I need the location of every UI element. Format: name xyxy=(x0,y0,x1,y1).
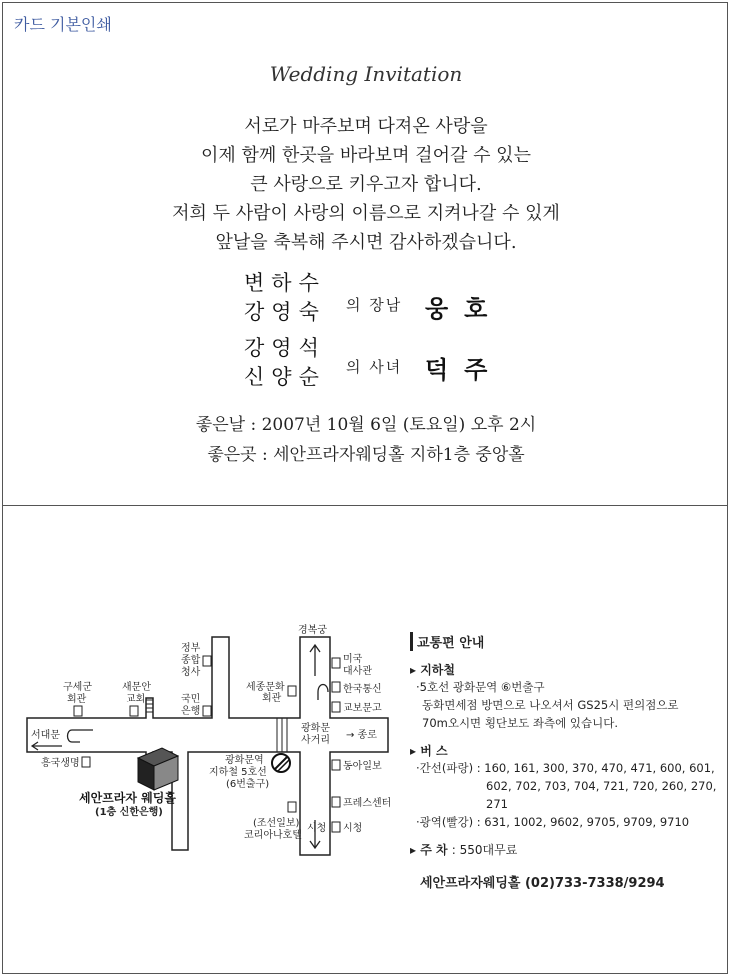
transport-guide xyxy=(410,632,720,891)
subway-line: 동화면세점 방면으로 나오셔서 GS25시 편의점으로 xyxy=(422,698,679,712)
bus-line: ·광역(빨강) : 631, 1002, 9602, 9705, 9709, 9710 xyxy=(416,815,690,829)
map-label: 광화문 xyxy=(301,723,330,734)
map-label: 사거리 xyxy=(301,735,330,746)
map-label: 종합 xyxy=(181,655,201,666)
map-label: 광화문역 xyxy=(225,755,264,766)
building-icon xyxy=(288,686,296,696)
contact-line: 세안프라자웨딩홀 (02)733-7338/9294 xyxy=(420,876,665,891)
message-line: 이제 함께 한곳을 바라보며 걸어갈 수 있는 xyxy=(201,145,531,166)
subway-line: ·5호선 광화문역 ⑥번출구 xyxy=(416,680,545,694)
bride-father: 강영석 xyxy=(244,336,326,360)
subway-line: 70m오시면 횡단보도 좌측에 있습니다. xyxy=(422,716,618,730)
map-label: 프레스센터 xyxy=(343,798,392,809)
building-icon xyxy=(203,656,211,666)
building-icon xyxy=(332,797,340,807)
parking-row xyxy=(410,841,720,858)
wedding-hall-sub: (1층 신한은행) xyxy=(95,807,163,818)
map-label: → 종로 xyxy=(346,730,377,741)
groom-mother: 강영숙 xyxy=(244,300,326,324)
map-label: 회관 xyxy=(262,693,282,704)
bride-relation: 의 사녀 xyxy=(346,358,403,376)
wedding-hall-label: 세안프라자 웨딩홀 xyxy=(79,791,176,805)
map-label: 시청 xyxy=(307,823,327,834)
building-icon xyxy=(288,802,296,812)
map-label: 대사관 xyxy=(343,666,372,677)
print-label: 카드 기본인쇄 xyxy=(14,15,112,34)
parking-value: : 550대무료 xyxy=(451,843,518,857)
map-label: 코리아나호텔 xyxy=(244,830,302,841)
building-icon xyxy=(203,706,211,716)
subway-station-icon xyxy=(272,754,290,772)
place-line: 좋은곳 : 세안프라자웨딩홀 지하1층 중앙홀 xyxy=(207,445,525,465)
map-label: 교보문고 xyxy=(343,703,382,714)
date-line: 좋은날 : 2007년 10월 6일 (토요일) 오후 2시 xyxy=(195,415,537,435)
building-icon xyxy=(332,822,340,832)
map-label: 은행 xyxy=(181,706,201,717)
building-icon xyxy=(82,757,90,767)
groom-name: 웅호 xyxy=(425,295,504,323)
bride-name: 덕주 xyxy=(425,356,504,384)
bus-line: 602, 702, 703, 704, 721, 720, 260, 270, 271 xyxy=(486,779,717,811)
building-icon xyxy=(332,682,340,692)
building-icon xyxy=(332,760,340,770)
building-icon xyxy=(332,702,340,712)
bride-mother: 신양순 xyxy=(244,365,326,389)
transport-heading: 교통편 안내 xyxy=(410,632,720,651)
map-label: 청사 xyxy=(181,667,201,678)
map-label: 미국 xyxy=(343,654,363,665)
building-icon xyxy=(332,658,340,668)
message-line: 큰 사랑으로 키우고자 합니다. xyxy=(250,174,482,195)
bus-line: ·간선(파랑) : 160, 161, 300, 370, 470, 471, 600, 601, xyxy=(416,761,715,775)
building-icon xyxy=(74,706,82,716)
message-line: 저희 두 사람이 사랑의 이름으로 지켜나갈 수 있게 xyxy=(172,203,560,224)
map-label: 한국통신 xyxy=(343,684,382,695)
map-label: 지하철 5호선 xyxy=(209,767,267,778)
map-label: 구세군 xyxy=(63,682,92,693)
groom-relation: 의 장남 xyxy=(346,296,403,314)
bus-title: ▸ 버 스 xyxy=(410,742,720,759)
map-label: 경복궁 xyxy=(298,625,327,636)
message-line: 앞날을 축복해 주시면 감사하겠습니다. xyxy=(215,232,517,253)
message-line: 서로가 마주보며 다져온 사랑을 xyxy=(244,116,488,137)
groom-father: 변하수 xyxy=(244,271,326,295)
map-label: 서대문 xyxy=(31,730,60,741)
map-label: 새문안 xyxy=(122,682,151,693)
map-label: 세종문화 xyxy=(246,682,285,693)
map-label: 회관 xyxy=(67,694,87,705)
map-label: 동아일보 xyxy=(343,761,382,772)
invitation-title: Wedding Invitation xyxy=(269,62,463,86)
map-label: (조선일보) xyxy=(253,818,300,829)
map-label: 시청 xyxy=(343,823,363,834)
building-icon xyxy=(130,706,138,716)
map-label: 국민 xyxy=(181,694,201,705)
map-label: 정부 xyxy=(181,643,201,654)
subway-title: ▸ 지하철 xyxy=(410,661,720,678)
map-label: (6번출구) xyxy=(226,779,270,790)
parking-title: 주 차 xyxy=(420,843,448,857)
map-label: 흥국생명 xyxy=(41,758,80,769)
map-label: 교회 xyxy=(126,694,146,705)
